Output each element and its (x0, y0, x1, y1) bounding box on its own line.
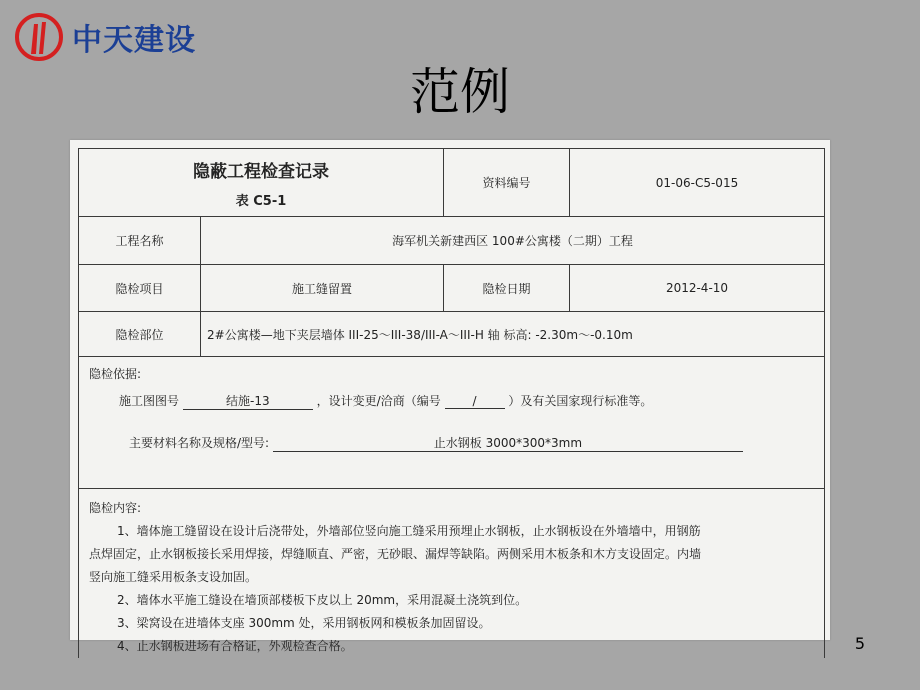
basis-drawing-line (119, 392, 814, 410)
content-title: 隐检内容: (89, 501, 142, 515)
content-line: 4、止水钢板进场有合格证，外观检查合格。 (117, 639, 353, 653)
basis-drawing-post: ）及有关国家现行标准等。 (508, 394, 653, 408)
basis-drawing-pre: 施工图图号 (119, 394, 180, 408)
material-label: 主要材料名称及规格/型号: (129, 436, 270, 450)
date-label: 隐检日期 (444, 265, 570, 312)
slide-title: 范例 (410, 63, 510, 121)
item-label: 隐检项目 (79, 265, 201, 312)
doc-no-label: 资料编号 (444, 149, 570, 217)
material-line (129, 434, 814, 452)
form-heading: 隐蔽工程检查记录 (193, 161, 329, 182)
basis-change-no: / (445, 394, 505, 409)
location-value: 2#公寓楼—地下夹层墙体 III-25～III-38/III-A～III-H 轴 标高: -2.30m～-0.10m (201, 312, 825, 357)
form-heading-cell (79, 149, 444, 217)
content-line: 竖向施工缝采用板条支设加固。 (89, 570, 258, 584)
table-code: 表 C5-1 (235, 193, 287, 209)
logo-text: 中天建设 (72, 23, 196, 58)
basis-drawing-no: 结施-13 (183, 392, 313, 410)
basis-title: 隐检依据: (89, 367, 142, 381)
location-label: 隐检部位 (79, 312, 201, 357)
basis-drawing-mid: ，设计变更/洽商（编号 (316, 394, 441, 408)
page-number: 5 (854, 634, 865, 653)
content-line: 2、墙体水平施工缝设在墙顶部楼板下皮以上 20mm，采用混凝土浇筑到位。 (117, 593, 528, 607)
item-value: 施工缝留置 (201, 265, 444, 312)
doc-no-value: 01-06-C5-015 (570, 149, 825, 217)
content-line: 点焊固定，止水钢板接长采用焊接，焊缝顺直、严密，无砂眼、漏焊等缺陷。两侧采用木板条和木方支设固定。内墙 (89, 547, 702, 561)
project-label: 工程名称 (79, 217, 201, 265)
scanned-form (70, 140, 830, 653)
content-section (79, 489, 825, 659)
date-value: 2012-4-10 (570, 265, 825, 312)
basis-section (79, 357, 825, 489)
content-line: 3、梁窝设在进墙体支座 300mm 处，采用钢板网和模板条加固留设。 (117, 616, 491, 630)
content-line: 1、墙体施工缝留设在设计后浇带处，外墙部位竖向施工缝采用预埋止水钢板，止水钢板设在外墙墙中，用钢筋 (117, 524, 701, 538)
inspection-record-table (78, 148, 825, 658)
material-value: 止水钢板 3000*300*3mm (273, 434, 743, 452)
project-value: 海军机关新建西区 100#公寓楼（二期）工程 (201, 217, 825, 265)
